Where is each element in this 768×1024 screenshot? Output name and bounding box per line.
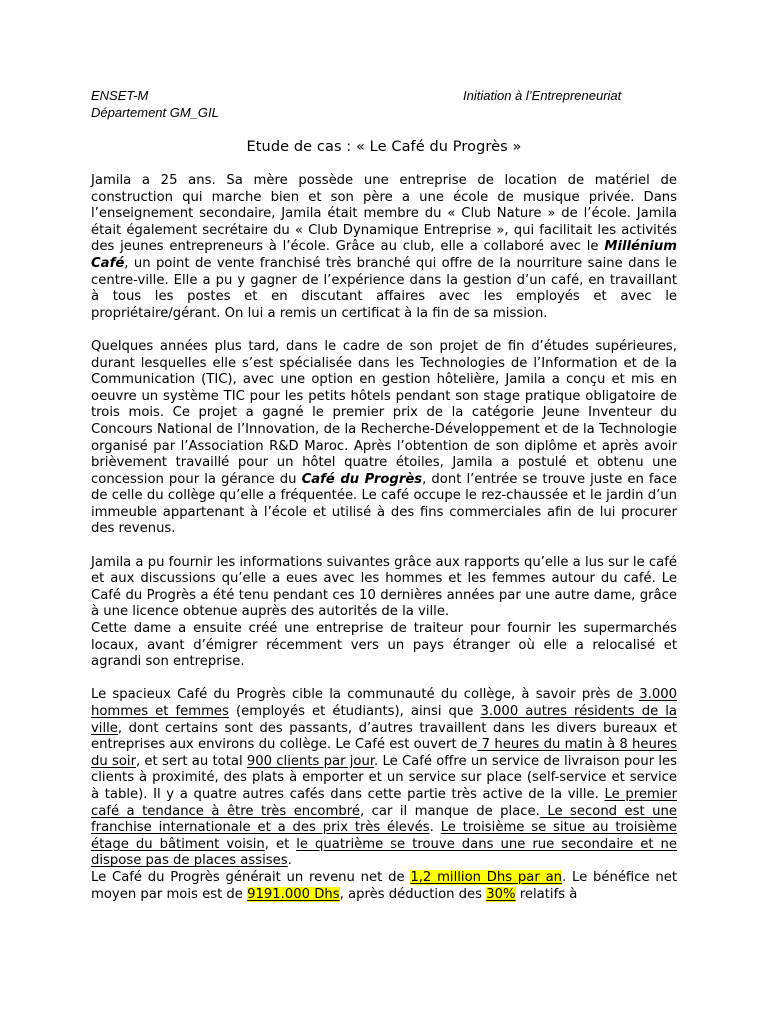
p4-text-e: . Le Café offre un service de livraison pour les clients à proximité, des plats à emporter et un service sur place (self-service et service à table). Il y a quatre autres cafés dans cette partie très active de la ville. [91,753,678,802]
p5-text-c: , après déduction des [339,886,487,902]
p4-text-c: , dont certains sont des passants, d’autres travaillent dans les divers bureaux et entreprises aux environs du collège. Le Café est ouvert de [91,720,677,753]
p2-text-c: , dont l’entrée se trouve juste en face de celle du collège qu’elle a fréquentée. Le café occupe le rez-chaussée et le jardin d’un immeuble appartenant à l’école et utilisé à des fins commerciales afin de lui procurer des revenus. [91,471,677,537]
p1-text-c: , un point de vente franchisé très branché qui offre de la nourriture saine dans le centre-ville. Elle a pu y gagner de l’expérience dans la gestion d’un café, en travaillant à tous les postes et en discutant affaires avec les employés et avec le propriétaire/gérant. On lui a remis un certificat à la fin de sa mission. [91,255,677,321]
paragraph-5 [91,870,677,903]
p4-underline-6: Le second est une franchise internationale et a des prix très élevés [91,803,677,836]
p4-underline-3: 7 heures du matin à 8 heures du soir [91,737,677,769]
school-name: ENSET-M [91,88,149,103]
revenue-highlight: 1,2 million Dhs par an [410,869,563,885]
cafe-du-progres-name: Café du Progrès [301,471,423,487]
paragraph-3a: Jamila a pu fournir les informations suivantes grâce aux rapports qu’elle a lus sur le café et aux discussions qu’elle a eues avec les hommes et les femmes autour du café. Le Café du Progrès a été tenu pendant ces 10 dernières années par une autre dame, grâce à une licence obtenue auprès des autorités de la ville. [91,554,677,620]
paragraph-1 [91,173,677,322]
p4-text-b: (employés et étudiants), ainsi que [228,704,481,719]
p4-underline-4: 900 clients par jour [246,753,375,769]
p4-text-g: . [429,820,441,836]
p4-underline-7: Le troisième se situe au troisième étage du bâtiment voisin [91,820,677,852]
p4-text-a: Le spacieux Café du Progrès cible la communauté du collège, à savoir près de [91,687,640,703]
p5-text-b: . Le bénéfice net moyen par mois est de [91,869,678,902]
p4-text-f: , car il manque de place. [359,803,540,819]
p4-text-i: . [287,853,292,869]
p5-text-a: Le Café du Progrès générait un revenu net de [91,869,411,885]
p4-underline-1: 3.000 hommes et femmes [91,687,677,719]
p1-text-a: Jamila a 25 ans. Sa mère possède une entreprise de location de matériel de construction qui marche bien et son père a une école de musique privée. Dans l’enseignement secondaire, Jamila était membre du « Club Nature » de l’école. Jamila était également secrétaire du « Club Dynamique Entreprise », qui facilitait les activités des jeunes entrepreneurs à l’école. Grâce au club, elle a collaboré avec le [91,173,677,255]
p4-text-h: , et [264,836,297,852]
document-body [91,173,677,903]
department-name: Département GM_GIL [91,105,219,120]
p4-underline-2: 3.000 autres résidents de la ville [91,704,677,736]
course-name: Initiation à l’Entrepreneuriat [463,88,622,103]
paragraph-4 [91,687,677,870]
percent-highlight: 30% [486,886,516,902]
paragraph-2 [91,339,677,538]
profit-highlight: 9191.000 Dhs [247,886,340,902]
p4-text-d: , et sert au total [136,753,247,769]
paragraph-3b: Cette dame a ensuite créé une entreprise de traiteur pour fournir les supermarchés locaux, avant d’émigrer récemment vers un pays étranger où elle a relocalisé et agrandi son entreprise. [91,621,677,670]
p2-text-a: Quelques années plus tard, dans le cadre de son projet de fin d’études supérieures, durant lesquelles elle s’est spécialisée dans les Technologies de l’Information et de la Communication (TIC), avec une option en gestion hôtelière, Jamila a conçu et mis en oeuvre un système TIC pour les petits hôtels pendant son stage pratique obligatoire de trois mois. Ce projet a gagné le premier prix de la catégorie Jeune Inventeur du Concours National de l’Innovation, de la Recherche-Développement et de la Technologie organisé par l’Association R&D Maroc. Après l’obtention de son diplôme et après avoir brièvement travaillé pour un hôtel quatre étoiles, Jamila a postulé et obtenu une concession pour la gérance du [91,338,677,487]
millenium-cafe-name: Millénium Café [91,239,677,271]
document-title: Etude de cas : « Le Café du Progrès » [246,139,522,155]
p4-underline-5: Le premier café a tendance à être très encombré [91,786,677,819]
p4-underline-8: le quatrième se trouve dans une rue secondaire et ne dispose pas de places assises [91,836,677,869]
p5-text-d: relatifs à [515,886,578,902]
